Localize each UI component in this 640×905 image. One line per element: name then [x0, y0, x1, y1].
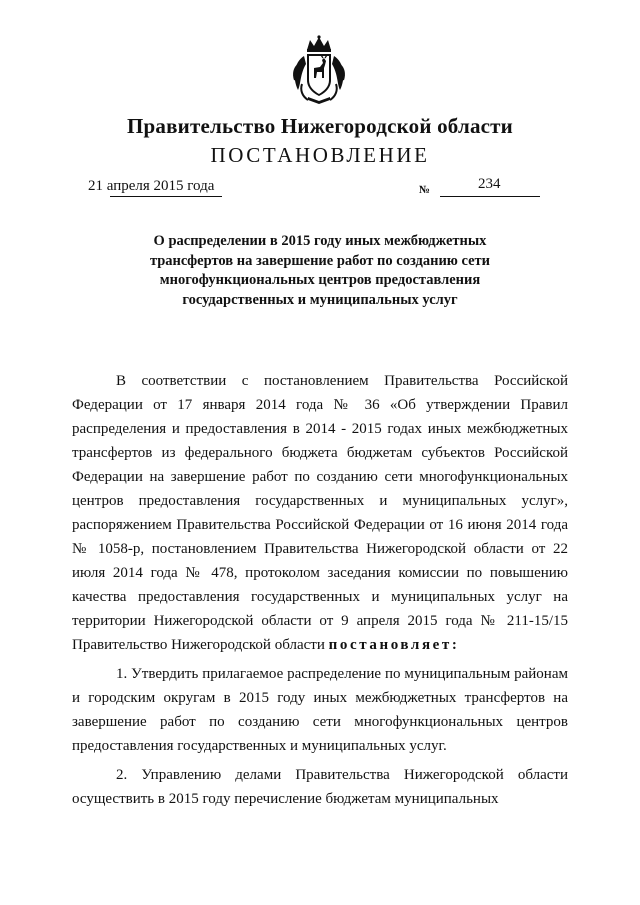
- preamble-text: В соответствии с постановлением Правительства Российской Федерации от 17 января 2014 года № 36 «Об утверждении Правил распределения и предоставления в 2014 - 2015 годах иных межбюджетных трансфертов из федерального бюджета бюджетам субъектов Российской Федерации на завершение работ по созданию сети многофункциональных центров предоставления государственных и муниципальных услуг», распоряжением Правительства Российской Федерации от 16 июня 2014 года № 1058-р, постановлением Правительства Нижегородской области от 22 июля 2014 года № 478, протоколом заседания комиссии по повышению качества предоставления государственных и муниципальных услуг на территории Нижегородской области от 9 апреля 2015 года № 211-15/15 Правительство Нижегородской области: [72, 373, 568, 653]
- government-title: Правительство Нижегородской области: [127, 114, 513, 138]
- subject-line: трансфертов на завершение работ по созданию сети: [149, 252, 491, 269]
- document-subject: [120, 232, 520, 310]
- resolves-word: постановляет:: [328, 637, 460, 653]
- document-date: 21 апреля 2015 года: [88, 178, 215, 194]
- document-number: 234: [478, 176, 501, 192]
- item-paragraph-1: 1. Утвердить прилагаемое распределение по муниципальным районам и городским округам в 2015 году иных межбюджетных трансфертов на завершение работ по созданию сети многофункциональных центров предоставления государственных и муниципальных услуг.: [72, 666, 568, 754]
- document-type: ПОСТАНОВЛЕНИЕ: [210, 143, 430, 167]
- number-sign: №: [419, 184, 431, 196]
- date-underline: [110, 196, 222, 197]
- subject-line: многофункциональных центров предоставления: [159, 272, 481, 288]
- item-paragraph-2: 2. Управлению делами Правительства Нижегородской области осуществить в 2015 году перечисление бюджетам муниципальных: [72, 767, 568, 807]
- subject-line: государственных и муниципальных услуг: [182, 291, 458, 308]
- subject-line: О распределении в 2015 году иных межбюджетных: [153, 233, 487, 249]
- document-body: [72, 369, 568, 811]
- preamble-paragraph: [72, 369, 568, 657]
- number-underline: [440, 196, 540, 197]
- coat-of-arms-icon: [290, 34, 348, 104]
